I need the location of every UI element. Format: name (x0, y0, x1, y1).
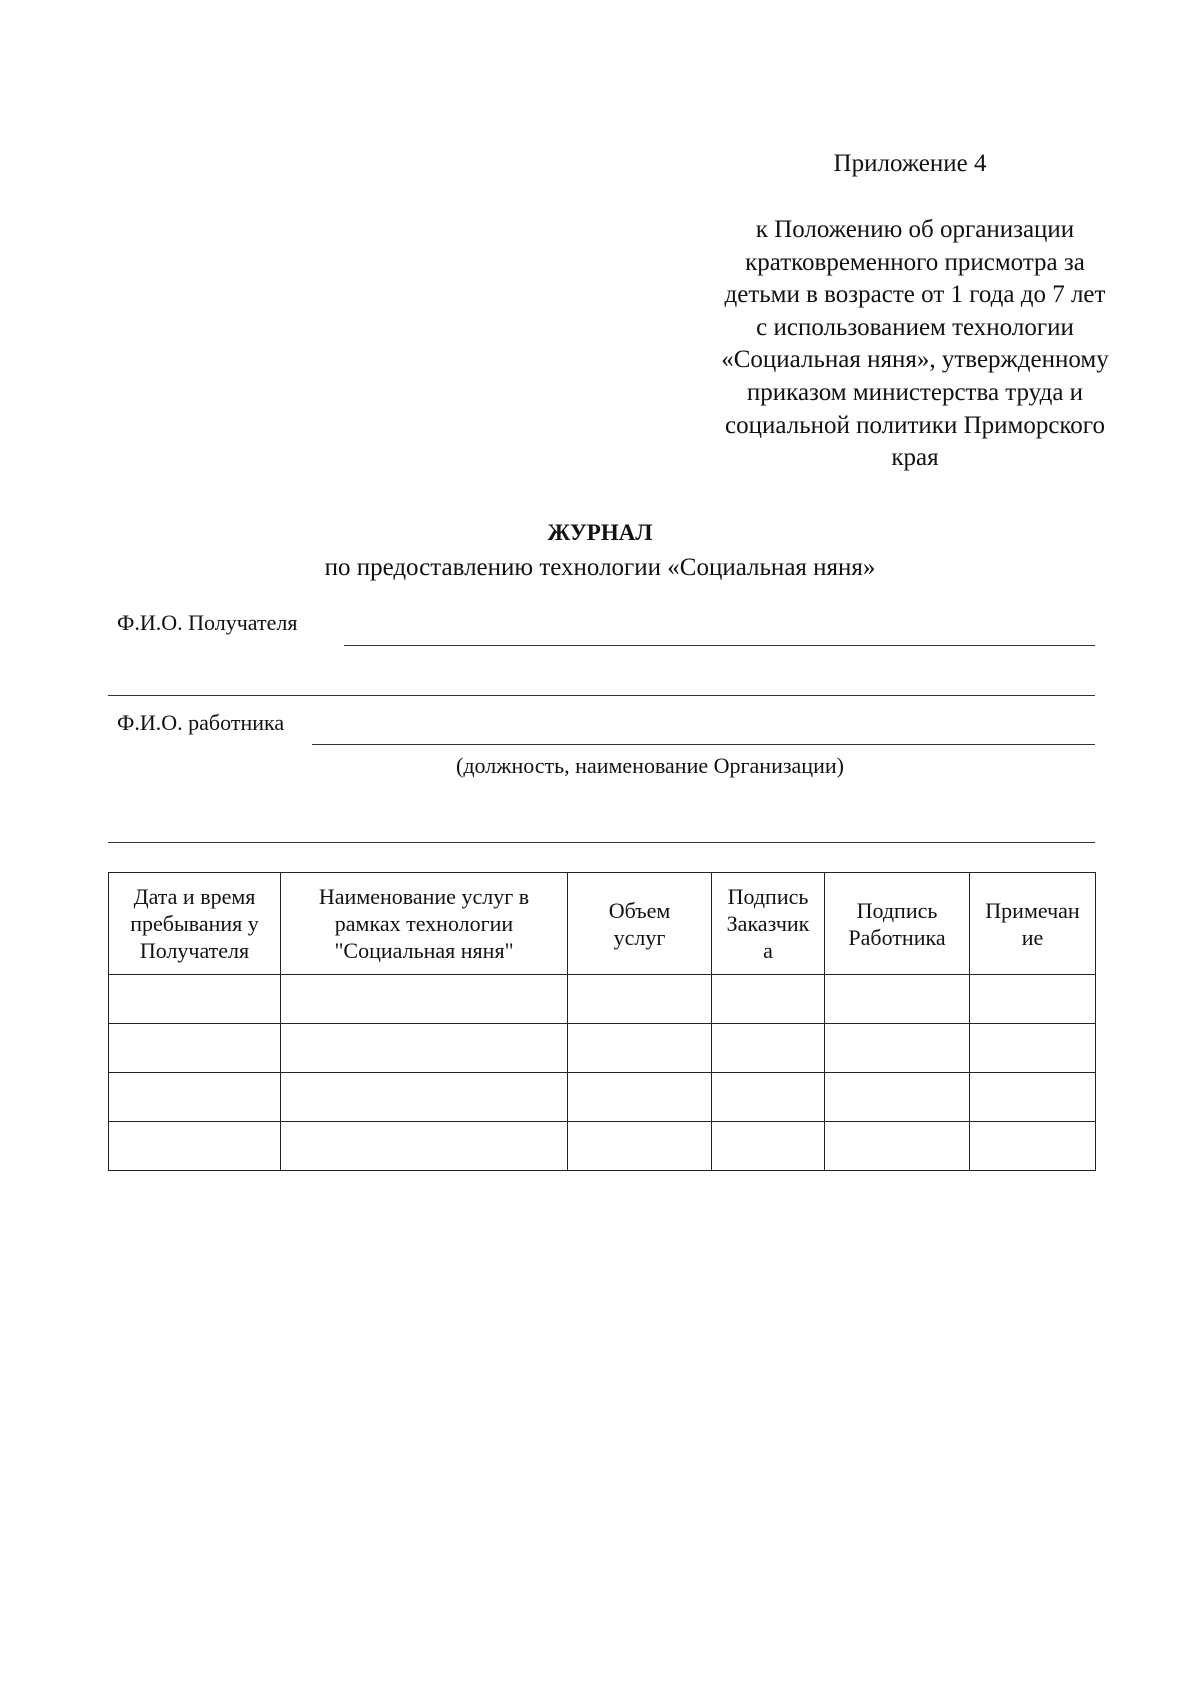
appendix-reference-line: к Положению об организации (755, 216, 1075, 243)
table-cell[interactable] (712, 1024, 825, 1073)
table-cell[interactable] (568, 975, 712, 1024)
appendix-reference-line: детьми в возрасте от 1 года до 7 лет (724, 281, 1106, 309)
worker-label: Ф.И.О. работника (117, 710, 285, 735)
table-header-row (109, 873, 1096, 975)
appendix-reference-line: края (891, 444, 939, 472)
appendix-reference (690, 214, 1140, 475)
worker-caption: (должность, наименование Организации) (456, 753, 844, 778)
appendix-reference-line: «Социальная няня», утвержденному (721, 346, 1109, 374)
table-cell[interactable] (970, 975, 1096, 1024)
table-cell[interactable] (568, 1073, 712, 1122)
table-row (109, 1024, 1096, 1073)
table-cell[interactable] (109, 975, 281, 1024)
table-cell[interactable] (109, 1122, 281, 1171)
table-row (109, 975, 1096, 1024)
table-cell[interactable] (281, 1122, 568, 1171)
organization-line[interactable] (108, 842, 1095, 843)
recipient-name-line[interactable] (344, 645, 1095, 646)
table-cell[interactable] (825, 1073, 970, 1122)
column-header-date-time: Дата и время пребывания у Получателя (109, 873, 281, 975)
appendix-reference-line: кратковременного присмотра за (745, 248, 1085, 276)
column-header-customer-signature: Подпись Заказчик а (712, 873, 825, 975)
table-cell[interactable] (825, 1024, 970, 1073)
table-cell[interactable] (568, 1024, 712, 1073)
table-cell[interactable] (109, 1024, 281, 1073)
table-cell[interactable] (109, 1073, 281, 1122)
table-cell[interactable] (712, 1073, 825, 1122)
appendix-reference-line: с использованием технологии (756, 313, 1074, 341)
table-cell[interactable] (712, 975, 825, 1024)
journal-subtitle: по предоставлению технологии «Социальная няня» (324, 554, 876, 581)
table-cell[interactable] (970, 1122, 1096, 1171)
table-cell[interactable] (568, 1122, 712, 1171)
recipient-label: Ф.И.О. Получателя (117, 610, 298, 635)
column-header-notes: Примечан ие (970, 873, 1096, 975)
table-cell[interactable] (825, 1122, 970, 1171)
appendix-reference-line: социальной политики Приморского (725, 411, 1105, 439)
journal-title: ЖУРНАЛ (547, 520, 653, 545)
recipient-name-line-2[interactable] (108, 695, 1095, 696)
table-cell[interactable] (281, 1024, 568, 1073)
table-cell[interactable] (281, 975, 568, 1024)
appendix-label: Приложение 4 (833, 150, 987, 177)
worker-name-line[interactable] (312, 744, 1095, 745)
table-row (109, 1073, 1096, 1122)
table-cell[interactable] (825, 975, 970, 1024)
column-header-services: Наименование услуг в рамках технологии "Социальная няня" (281, 873, 568, 975)
column-header-volume: Объем услуг (568, 873, 712, 975)
column-header-worker-signature: Подпись Работника (825, 873, 970, 975)
table-cell[interactable] (970, 1024, 1096, 1073)
appendix-reference-line: приказом министерства труда и (746, 378, 1084, 406)
table-cell[interactable] (281, 1073, 568, 1122)
table-cell[interactable] (970, 1073, 1096, 1122)
table-cell[interactable] (712, 1122, 825, 1171)
journal-table (108, 872, 1096, 1171)
table-row (109, 1122, 1096, 1171)
